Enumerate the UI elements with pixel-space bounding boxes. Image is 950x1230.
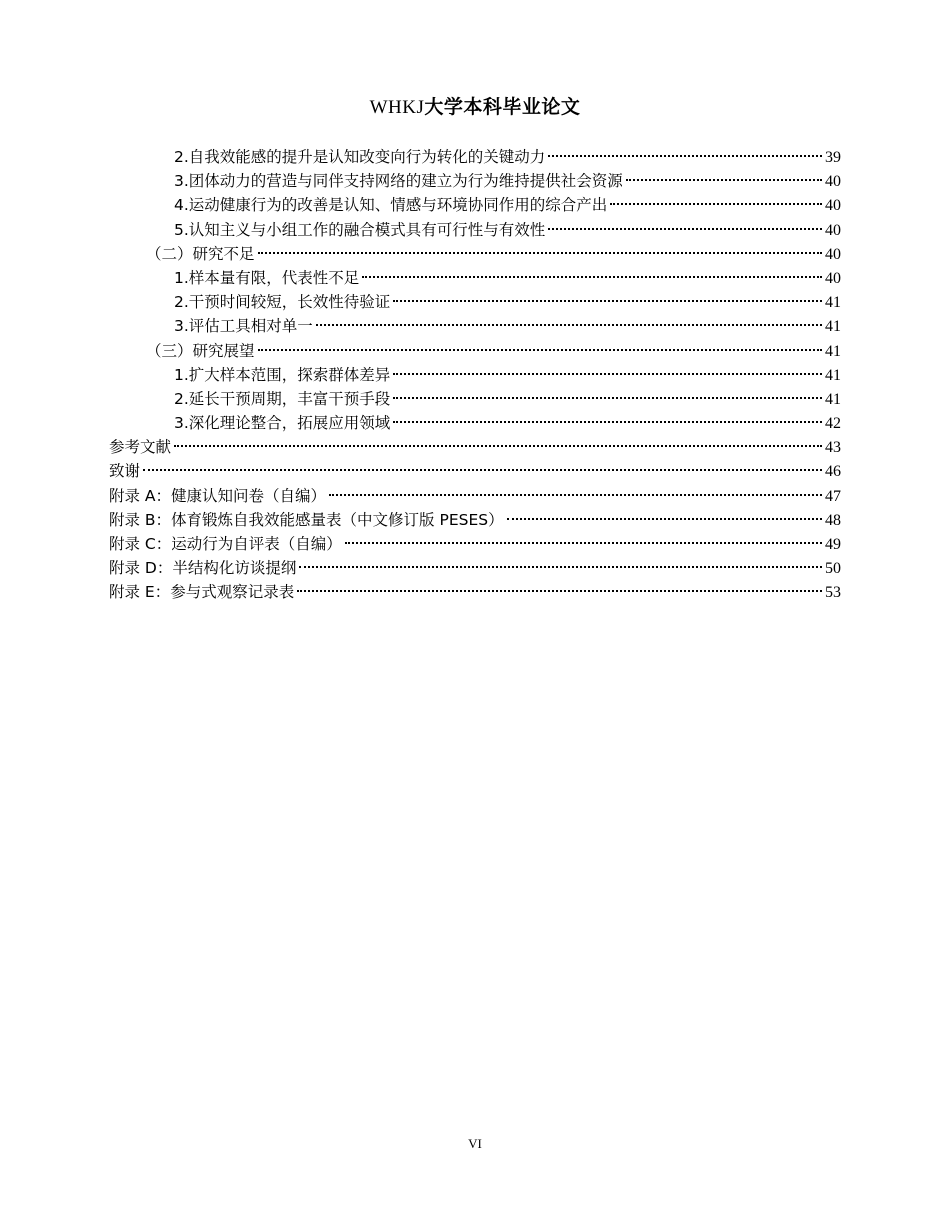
- toc-entry-page: 47: [825, 487, 841, 505]
- toc-entry-title: 附录 E：参与式观察记录表: [109, 583, 295, 602]
- toc-entry[interactable]: [109, 169, 841, 193]
- toc-entry-title: 致谢: [109, 462, 141, 481]
- toc-entry-page: 40: [825, 221, 841, 239]
- dot-leader: [258, 349, 822, 351]
- dot-leader: [548, 155, 822, 157]
- toc-entry-page: 42: [825, 415, 841, 433]
- page-number: VI: [468, 1136, 482, 1151]
- toc-entry-title: 5.认知主义与小组工作的融合模式具有可行性与有效性: [174, 220, 546, 239]
- toc-entry-title: 1.样本量有限，代表性不足: [174, 268, 360, 287]
- toc-entry-page: 40: [825, 269, 841, 287]
- toc-entry-page: 41: [825, 342, 841, 360]
- dot-leader: [258, 252, 822, 254]
- toc-entry-title: 附录 B：体育锻炼自我效能感量表（中文修订版 PESES）: [109, 510, 504, 529]
- toc-entry[interactable]: [109, 218, 841, 242]
- toc-entry[interactable]: [109, 387, 841, 411]
- toc-entry[interactable]: [109, 339, 841, 363]
- toc-entry[interactable]: [109, 411, 841, 435]
- toc-entry-title: 附录 C：运动行为自评表（自编）: [109, 535, 342, 553]
- toc-entry-page: 53: [825, 584, 841, 602]
- toc-entry-page: 46: [825, 463, 841, 481]
- toc-entry-title: 4.运动健康行为的改善是认知、情感与环境协同作用的综合产出: [174, 196, 608, 215]
- header-title: 大学本科毕业论文: [424, 96, 581, 118]
- toc-entry-title: 3.深化理论整合，拓展应用领域: [174, 414, 391, 433]
- toc-entry-page: 43: [825, 439, 841, 457]
- toc-entry[interactable]: [109, 242, 841, 266]
- dot-leader: [393, 421, 822, 423]
- toc-entry-title: 3.团体动力的营造与同伴支持网络的建立为行为维持提供社会资源: [174, 172, 623, 191]
- toc-entry-page: 41: [825, 318, 841, 336]
- toc-entry[interactable]: [109, 532, 841, 556]
- toc-entry-title: 2.干预时间较短，长效性待验证: [174, 293, 391, 312]
- dot-leader: [507, 518, 822, 520]
- dot-leader: [345, 542, 822, 544]
- toc-entry-title: （三）研究展望: [146, 341, 255, 360]
- toc-entry[interactable]: [109, 363, 841, 387]
- toc-entry-page: 48: [825, 511, 841, 529]
- dot-leader: [548, 228, 822, 230]
- toc-entry[interactable]: [109, 314, 841, 338]
- page-header: [0, 92, 950, 119]
- toc-entry-page: 39: [825, 149, 841, 166]
- toc-entry[interactable]: [109, 484, 841, 508]
- dot-leader: [393, 397, 822, 399]
- dot-leader: [174, 445, 822, 447]
- toc-entry-title: 2.自我效能感的提升是认知改变向行为转化的关键动力: [174, 148, 546, 166]
- toc-entry-title: （二）研究不足: [146, 244, 255, 263]
- table-of-contents: [109, 145, 841, 605]
- toc-entry-title: 3.评估工具相对单一: [174, 317, 313, 336]
- dot-leader: [393, 300, 822, 302]
- toc-entry[interactable]: [109, 266, 841, 290]
- dot-leader: [362, 276, 822, 278]
- toc-entry-page: 41: [825, 390, 841, 408]
- toc-entry[interactable]: [109, 435, 841, 459]
- toc-entry-title: 参考文献: [109, 438, 172, 457]
- toc-entry-title: 1.扩大样本范围，探索群体差异: [174, 365, 391, 384]
- toc-entry-title: 附录 D：半结构化访谈提纲: [109, 559, 297, 578]
- dot-leader: [299, 566, 822, 568]
- toc-entry[interactable]: [109, 193, 841, 217]
- dot-leader: [610, 203, 822, 205]
- toc-entry[interactable]: [109, 290, 841, 314]
- dot-leader: [316, 324, 822, 326]
- toc-entry-page: 40: [825, 245, 841, 263]
- toc-entry[interactable]: [109, 508, 841, 532]
- toc-entry-page: 40: [825, 173, 841, 191]
- toc-entry[interactable]: [109, 556, 841, 580]
- toc-entry-title: 2.延长干预周期，丰富干预手段: [174, 389, 391, 408]
- toc-entry-page: 40: [825, 197, 841, 215]
- toc-entry[interactable]: [109, 145, 841, 169]
- header-latin: WHKJ: [369, 97, 425, 118]
- dot-leader: [329, 494, 822, 496]
- toc-entry-page: 41: [825, 366, 841, 384]
- dot-leader: [297, 590, 822, 592]
- dot-leader: [393, 373, 822, 375]
- dot-leader: [626, 179, 822, 181]
- toc-entry-page: 50: [825, 560, 841, 578]
- toc-entry-page: 49: [825, 536, 841, 553]
- dot-leader: [143, 469, 822, 471]
- toc-entry-page: 41: [825, 294, 841, 312]
- toc-entry-title: 附录 A：健康认知问卷（自编）: [109, 486, 327, 505]
- toc-entry[interactable]: [109, 459, 841, 483]
- toc-entry[interactable]: [109, 580, 841, 604]
